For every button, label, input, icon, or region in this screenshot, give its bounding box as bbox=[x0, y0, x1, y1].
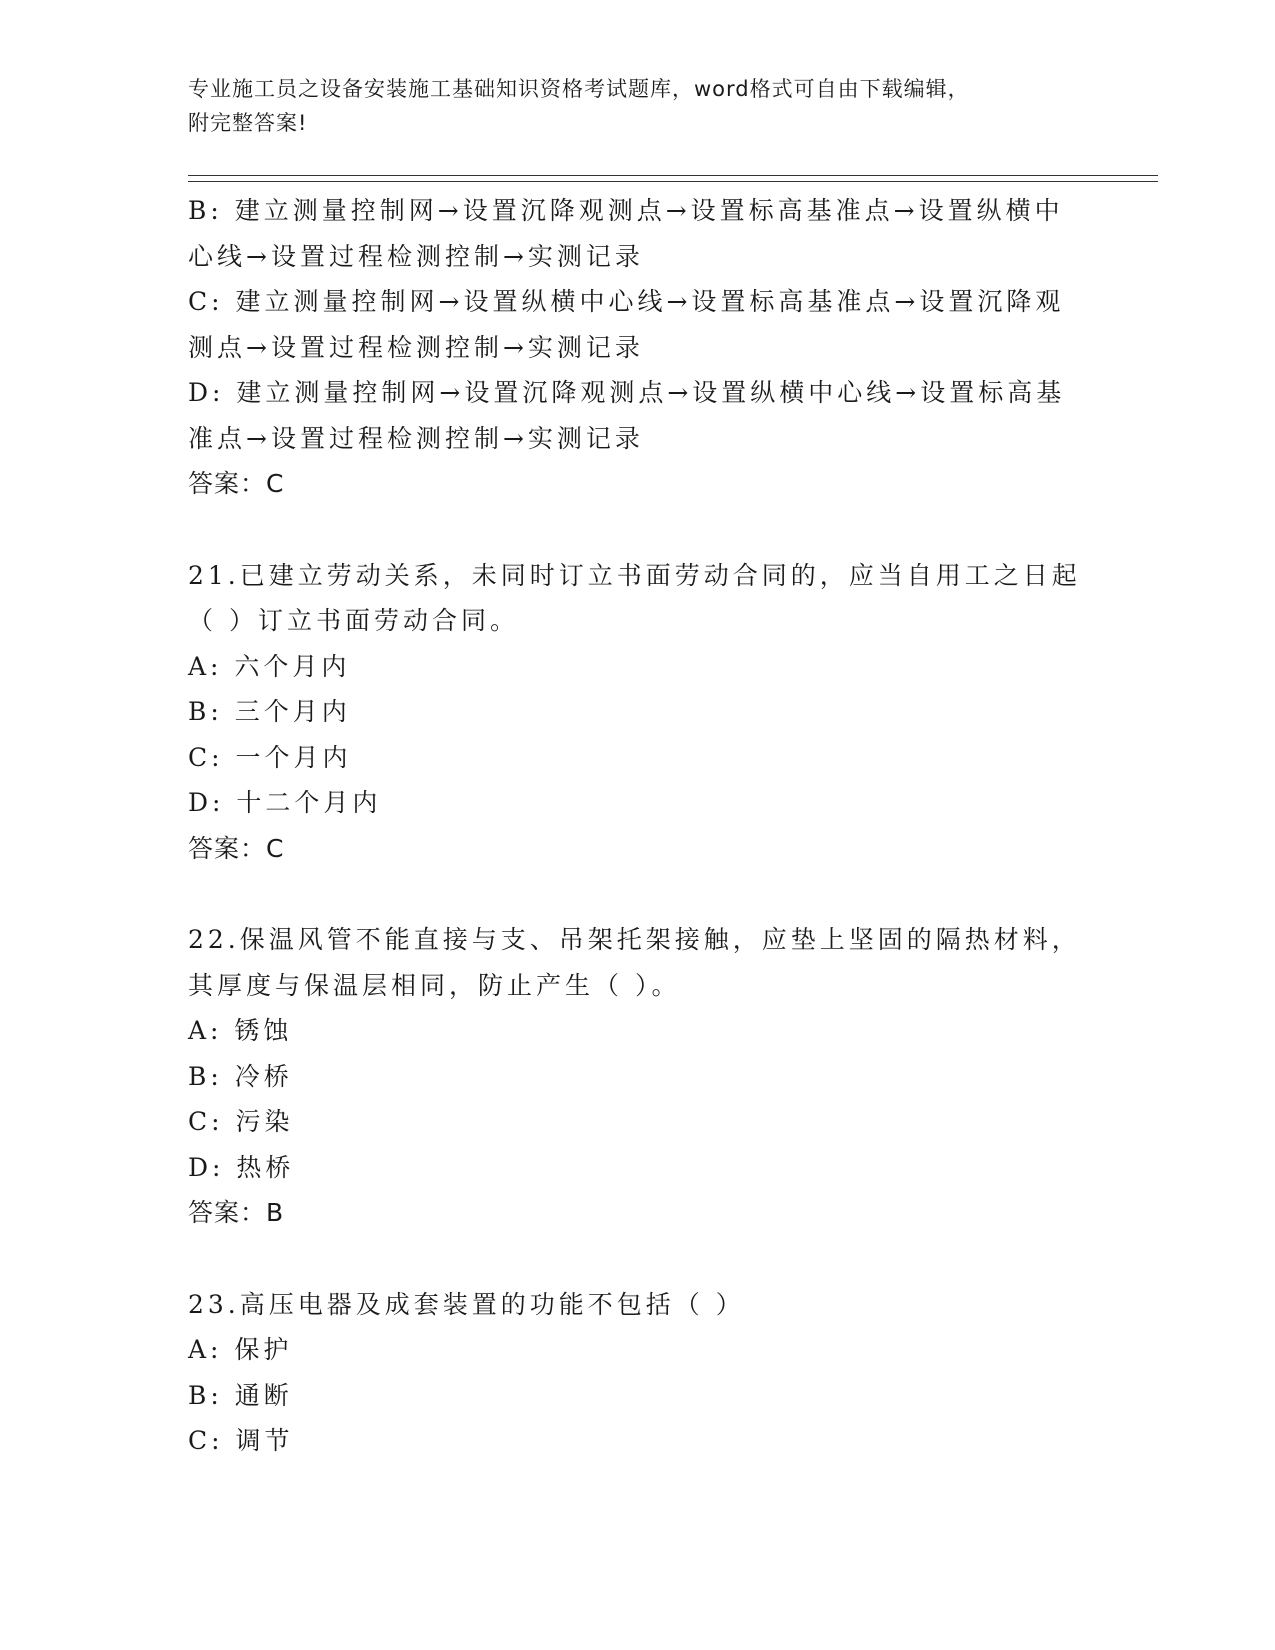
q22-answer: 答案：B bbox=[188, 1198, 285, 1227]
q20-option-c-line1: C: 建立测量控制网→设置纵横中心线→设置标高基准点→设置沉降观 bbox=[188, 287, 1065, 316]
q20-option-c-line2: 测点→设置过程检测控制→实测记录 bbox=[188, 332, 644, 362]
question-21 bbox=[188, 553, 1088, 872]
spacer bbox=[188, 507, 1088, 553]
q21-stem-line1: 21.已建立劳动关系，未同时订立书面劳动合同的，应当自用工之日起 bbox=[188, 560, 1081, 590]
q21-option-a: A: 六个月内 bbox=[188, 651, 351, 681]
q20-option-b-line2: 心线→设置过程检测控制→实测记录 bbox=[188, 241, 644, 271]
q21-option-b: B: 三个月内 bbox=[188, 697, 351, 726]
q20-option-b-line1: B: 建立测量控制网→设置沉降观测点→设置标高基准点→设置纵横中 bbox=[188, 196, 1064, 225]
q22-stem-line2: 其厚度与保温层相同，防止产生（ ）。 bbox=[188, 970, 681, 1000]
q23-stem-line1: 23.高压电器及成套装置的功能不包括（ ） bbox=[188, 1289, 745, 1319]
q21-stem-line2: （ ）订立书面劳动合同。 bbox=[188, 606, 519, 635]
question-20 bbox=[188, 188, 1088, 507]
q22-option-c: C: 污染 bbox=[188, 1107, 294, 1136]
header-rule-top bbox=[188, 175, 1158, 176]
q20-answer: 答案：C bbox=[188, 469, 285, 498]
spacer bbox=[188, 871, 1088, 917]
header-rule-bottom bbox=[188, 181, 1158, 182]
header-line-1: 专业施工员之设备安装施工基础知识资格考试题库，word格式可自由下载编辑， bbox=[188, 77, 970, 101]
q23-option-c: C: 调节 bbox=[188, 1426, 294, 1455]
q22-option-b: B: 冷桥 bbox=[188, 1061, 293, 1091]
q23-option-b: B: 通断 bbox=[188, 1380, 293, 1410]
q22-option-a: A: 锈蚀 bbox=[188, 1016, 293, 1045]
question-22 bbox=[188, 917, 1088, 1236]
q23-option-a: A: 保护 bbox=[188, 1335, 293, 1364]
q20-option-d-line1: D: 建立测量控制网→设置沉降观测点→设置纵横中心线→设置标高基 bbox=[188, 378, 1066, 407]
q21-option-c: C: 一个月内 bbox=[188, 742, 352, 772]
q21-answer: 答案：C bbox=[188, 833, 285, 863]
document-header bbox=[188, 72, 1088, 140]
q22-stem-line1: 22.保温风管不能直接与支、吊架托架接触，应垫上坚固的隔热材料， bbox=[188, 925, 1081, 954]
header-line-2: 附完整答案! bbox=[188, 111, 308, 135]
q20-option-d-line2: 准点→设置过程检测控制→实测记录 bbox=[188, 423, 644, 453]
spacer bbox=[188, 1236, 1088, 1282]
q21-option-d: D: 十二个月内 bbox=[188, 788, 382, 817]
question-23 bbox=[188, 1282, 1088, 1464]
question-content bbox=[188, 188, 1088, 1464]
q22-option-d: D: 热桥 bbox=[188, 1152, 295, 1182]
